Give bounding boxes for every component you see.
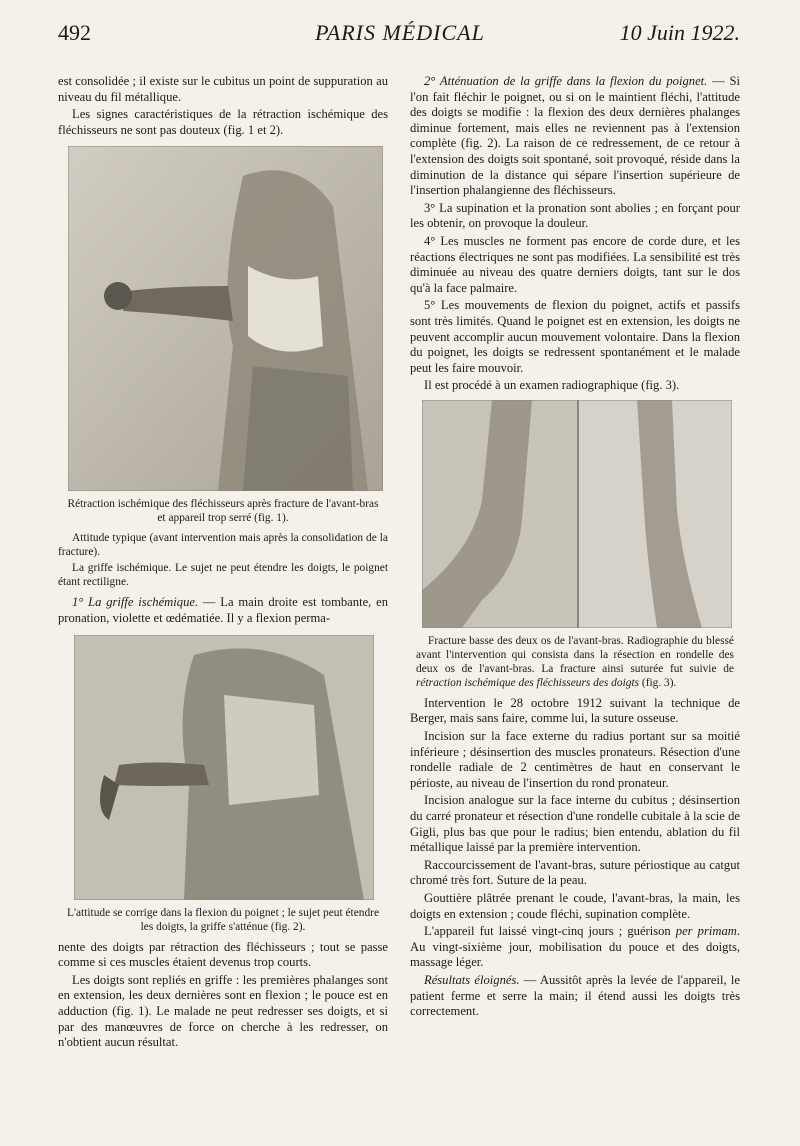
paragraph: 2° Atténuation de la griffe dans la flexion du poignet. — Si l'on fait fléchir le poignet, ou si on le maintient fléchi, l'attitude des doigts se modifie : la flexion des deux dernières phalanges diminue fortement, mais elles ne reviennent pas à l'extension complète (fig. 2). La raison de ce redressement, de ce retour à l'extension des doigts soit spontané, soit provoqué, réside dans la diminution de la distance qui sépare l'insertion supérieure de l'insertion phalangienne des fléchisseurs. (410, 74, 740, 198)
section-lead: 2° Atténuation de la griffe dans la flexion du poignet. (424, 74, 708, 88)
figure-3-radiograph (422, 400, 732, 628)
figure-1-photo (68, 146, 383, 491)
paragraph: Incision analogue sur la face interne du cubitus ; désinsertion du carré pronateur et résection d'une rondelle cubitale à la scie de Gigli, plus bas que pour le radius; bien entendu, ablation du fil métallique laissé par la première intervention. (410, 793, 740, 855)
paragraph: nente des doigts par rétraction des fléchisseurs ; tout se passe comme si ces muscles étaient devenus trop courts. (58, 939, 388, 970)
paragraph: 5° Les mouvements de flexion du poignet, actifs et passifs sont très limités. Quand le poignet est en extension, les doigts ne peuvent accomplir aucun mouvement volontaire. Dans la flexion du poignet, les doigts se redressent spontanément et le malade peut les faire mouvoir. (410, 298, 740, 375)
figure-2-caption: L'attitude se corrige dans la flexion du poignet ; le sujet peut étendre les doigts, la griffe s'atténue (fig. 2). (66, 906, 380, 933)
paragraph: L'appareil fut laissé vingt-cinq jours ; guérison per primam. Au vingt-sixième jour, mobilisation du pouce et des doigts, massage léger. (410, 924, 740, 970)
paragraph: Incision sur la face externe du radius portant sur sa moitié inférieure ; désinsertion des muscles pronateurs. Résection d'une rondelle radiale de 2 centimètres de haut en conservant le périoste, au niveau de l'insertion du rond pronateur. (410, 729, 740, 790)
paragraph: 1° La griffe ischémique. — La main droite est tombante, en pronation, violette et œdématiée. Il y a flexion perma- (58, 595, 388, 625)
page-number: 492 (58, 20, 91, 45)
paragraph: Gouttière plâtrée prenant le coude, l'avant-bras, la main, les doigts en extension ; coude fléchi, supination complète. (410, 891, 740, 921)
section-lead: 1° La griffe ischémique. (72, 595, 199, 610)
radiograph-image (422, 400, 732, 628)
paragraph: Les doigts sont repliés en griffe : les premières phalanges sont en extension, les deux dernières sont en flexion ; le pouce est en adduction (fig. 1). Le malade ne peut redresser ses doigts, et si par des manœuvres de force on cherche à les redresser, on n'obtient aucun résultat. (58, 972, 388, 1050)
figure-3-caption: Fracture basse des deux os de l'avant-bras. Radiographie du blessé avant l'intervention qui consista dans la résection en rondelle des deux os de l'avant-bras. La fracture ainsi suturée fut suivie de rétraction ischémique des fléchisseurs des doigts (fig. 3). (416, 634, 734, 689)
right-column (410, 74, 740, 1022)
paragraph: Intervention le 28 octobre 1912 suivant la technique de Berger, mais sans faire, comme lui, la suture osseuse. (410, 695, 740, 726)
paragraph: Résultats éloignés. — Aussitôt après la levée de l'appareil, le patient ferme et serre la main; il étend aussi les doigts très correctement. (410, 972, 740, 1019)
journal-title: PARIS MÉDICAL (315, 20, 485, 45)
figure-1-note: Attitude typique (avant intervention mais après la consolidation de la fracture). (58, 532, 388, 559)
paragraph: 3° La supination et la pronation sont abolies ; en forçant pour les obtenir, on provoque la douleur. (410, 200, 740, 231)
patient-photo-1 (68, 146, 383, 491)
paragraph: est consolidée ; il existe sur le cubitus un point de suppuration au niveau du fil métallique. (58, 74, 388, 104)
paragraph: Raccourcissement de l'avant-bras, suture périostique au catgut chromé très fort. Suture de la peau. (410, 857, 740, 888)
figure-1-note: La griffe ischémique. Le sujet ne peut étendre les doigts, le poignet étant rectiligne. (58, 562, 388, 589)
paragraph: Il est procédé à un examen radiographique (fig. 3). (424, 378, 680, 393)
paragraph: 4° Les muscles ne forment pas encore de corde dure, et les réactions électriques ne sont pas modifiées. La sensibilité est très diminuée au niveau des quatre derniers doigts, tant sur le dos qu'à la face palmaire. (410, 233, 740, 295)
paragraph: Les signes caractéristiques de la rétraction ischémique des fléchisseurs ne sont pas douteux (fig. 1 et 2). (58, 107, 388, 137)
section-lead: Résultats éloignés. (424, 972, 520, 987)
issue-date: 10 Juin 1922. (619, 20, 740, 45)
figure-2-photo (74, 635, 374, 900)
left-column (58, 74, 388, 1053)
patient-photo-2 (74, 635, 374, 900)
figure-1-caption: Rétraction ischémique des fléchisseurs après fracture de l'avant-bras et appareil trop serré (fig. 1). (67, 498, 379, 525)
